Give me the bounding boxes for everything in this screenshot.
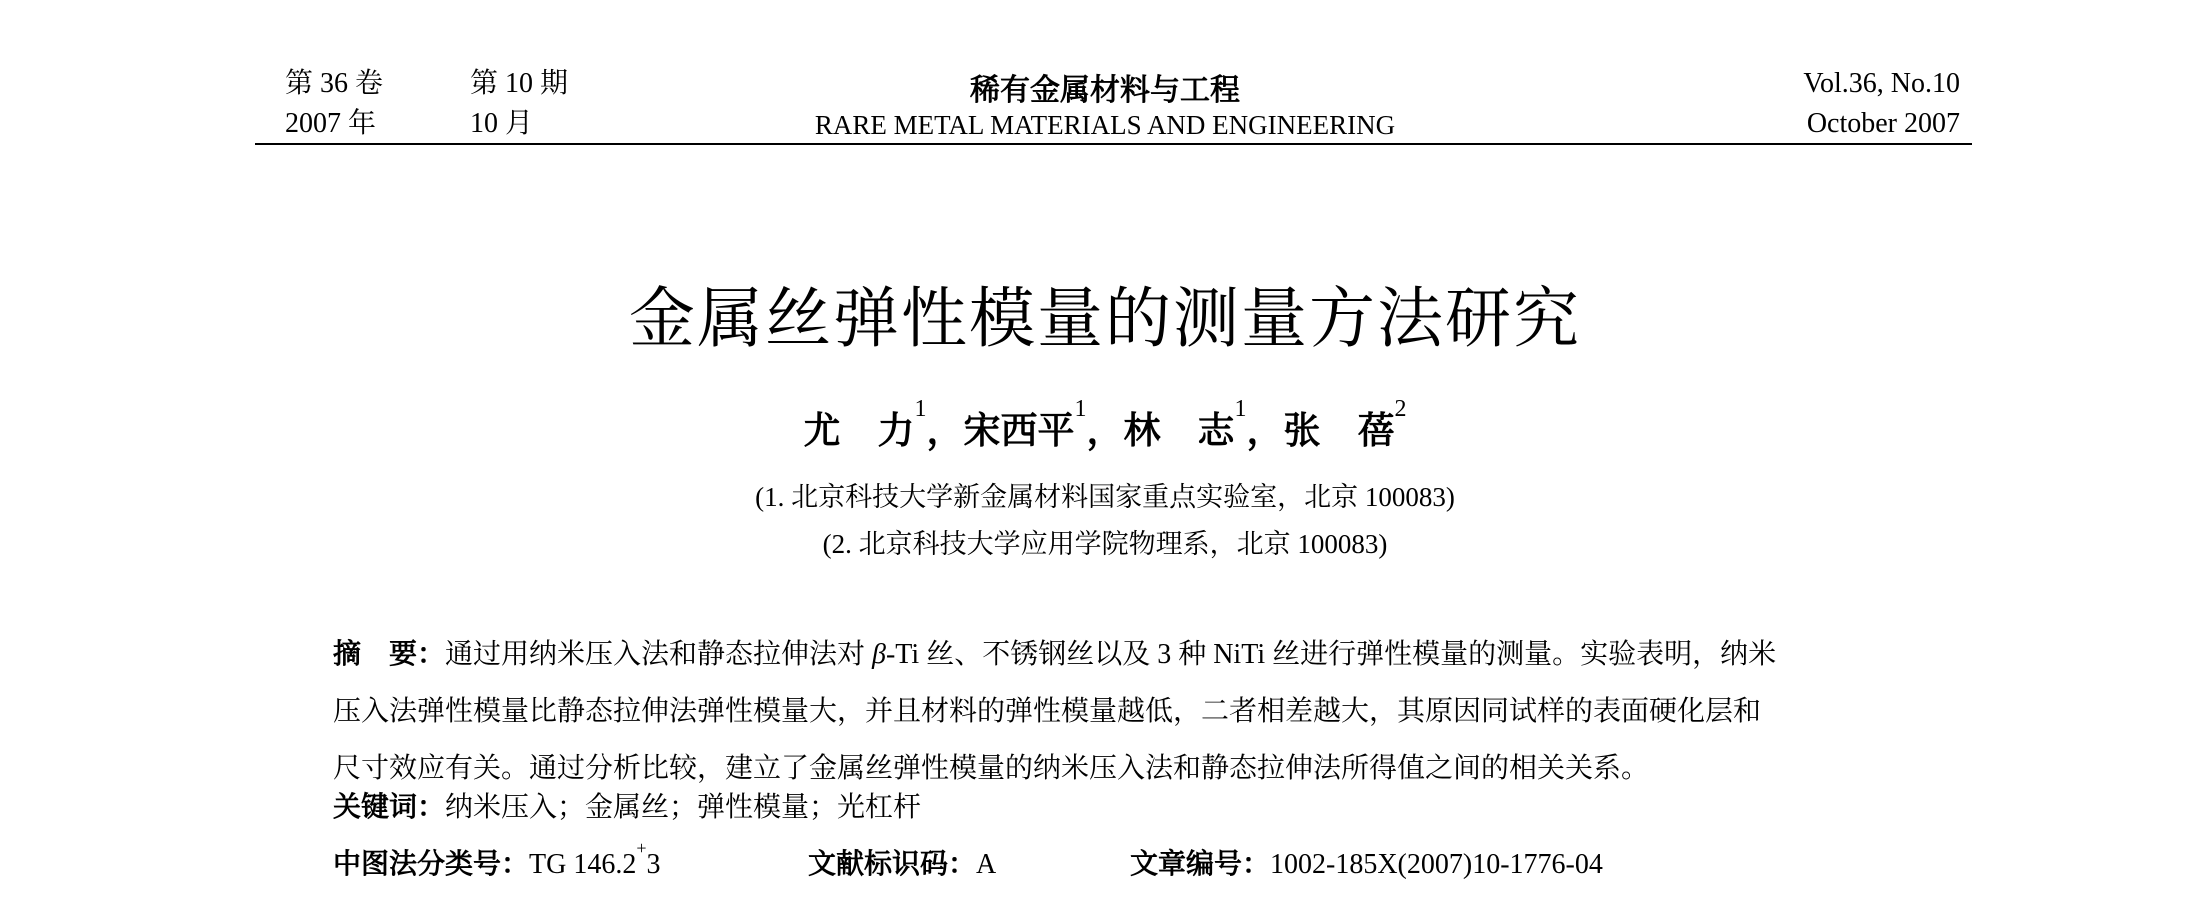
volume-label: 第 36 卷 bbox=[285, 68, 384, 99]
article-number bbox=[1130, 842, 1603, 882]
month-label: 10 月 bbox=[470, 108, 534, 139]
document-code bbox=[808, 842, 996, 882]
author-separator: ， bbox=[1086, 409, 1124, 452]
author-name: 张 蓓 bbox=[1283, 409, 1395, 452]
affiliation-1: (1. 北京科技大学新金属材料国家重点实验室，北京 100083) bbox=[755, 482, 1455, 512]
article-number-value: 1002-185X(2007)10-1776-04 bbox=[1270, 849, 1603, 880]
document-code-label: 文献标识码： bbox=[808, 847, 977, 880]
author-name: 尤 力 bbox=[803, 409, 915, 452]
abstract-label: 摘 要： bbox=[333, 637, 446, 670]
clc-superscript: + bbox=[636, 838, 647, 858]
abstract bbox=[333, 625, 1893, 797]
abstract-line: 压入法弹性模量比静态拉伸法弹性模量大，并且材料的弹性模量越低，二者相差越大，其原因同试样的表面硬化层和 bbox=[333, 696, 1762, 727]
clc-label: 中图法分类号： bbox=[333, 847, 530, 880]
abstract-text: -Ti 丝、不锈钢丝以及 3 种 NiTi 丝进行弹性模量的测量。实验表明，纳米 bbox=[885, 639, 1777, 670]
author-separator: ， bbox=[926, 409, 964, 452]
volume-issue-en: Vol.36, No.10 bbox=[1803, 68, 1960, 99]
keywords bbox=[333, 785, 921, 825]
issue-label: 第 10 期 bbox=[470, 68, 569, 99]
beta-symbol: β bbox=[872, 639, 886, 670]
journal-name-en: RARE METAL MATERIALS AND ENGINEERING bbox=[814, 110, 1396, 140]
header-rule bbox=[255, 143, 1972, 145]
author-affiliation-mark: 2 bbox=[1394, 396, 1407, 422]
author-affiliation-mark: 1 bbox=[914, 396, 927, 422]
abstract-line: 尺寸效应有关。通过分析比较，建立了金属丝弹性模量的纳米压入法和静态拉伸法所得值之间的相关关系。 bbox=[333, 753, 1650, 784]
document-code-value: A bbox=[976, 849, 997, 880]
author-list bbox=[0, 396, 2210, 454]
clc-tail: 3 bbox=[646, 849, 661, 880]
clc-value: TG 146.2 bbox=[529, 849, 637, 880]
abstract-line bbox=[333, 625, 1893, 683]
keywords-text: 纳米压入；金属丝；弹性模量；光杠杆 bbox=[445, 792, 922, 823]
author-affiliation-mark: 1 bbox=[1234, 396, 1247, 422]
year-label: 2007 年 bbox=[285, 108, 377, 139]
keywords-label: 关键词： bbox=[333, 790, 446, 823]
author-name: 宋西平 bbox=[963, 409, 1075, 452]
journal-name-cn: 稀有金属材料与工程 bbox=[970, 73, 1240, 108]
paper-title: 金属丝弹性模量的测量方法研究 bbox=[629, 280, 1581, 357]
author-separator: ， bbox=[1246, 409, 1284, 452]
author-name: 林 志 bbox=[1123, 409, 1235, 452]
abstract-text: 通过用纳米压入法和静态拉伸法对 bbox=[445, 639, 873, 670]
clc-number bbox=[333, 838, 661, 882]
article-number-label: 文章编号： bbox=[1130, 847, 1271, 880]
date-en: October 2007 bbox=[1806, 108, 1960, 139]
author-affiliation-mark: 1 bbox=[1074, 396, 1087, 422]
affiliation-2: (2. 北京科技大学应用学院物理系，北京 100083) bbox=[822, 529, 1388, 559]
